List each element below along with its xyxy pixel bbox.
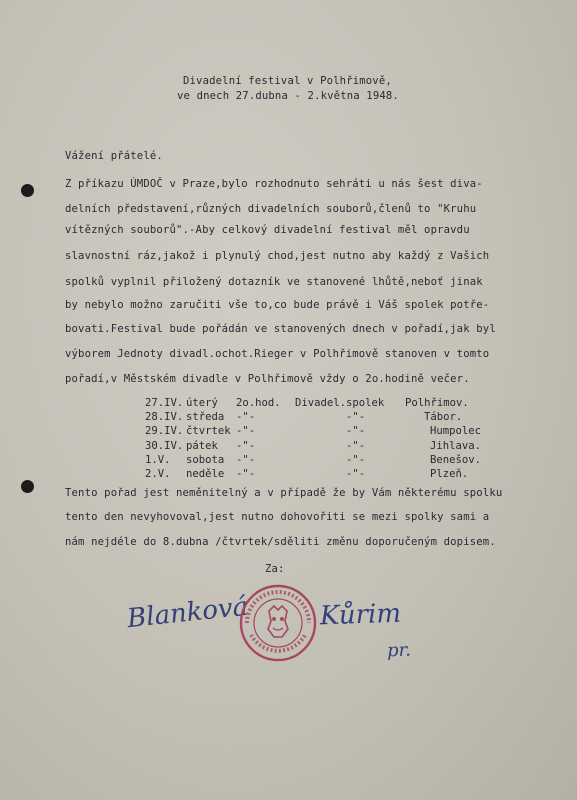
closing-line: Tento pořad jest neměnitelný a v případě že by Vám některému spolku xyxy=(65,487,503,499)
schedule-date: 28.IV. xyxy=(145,411,184,423)
schedule-place: Divadel.spolek xyxy=(295,397,385,409)
schedule-time: -"- xyxy=(236,411,256,423)
signature-right-suffix: pr. xyxy=(386,639,412,662)
schedule-time: -"- xyxy=(236,440,256,452)
header-line-1: Divadelní festival v Polhřimově, xyxy=(183,75,392,87)
signoff: Za: xyxy=(265,563,285,575)
punch-hole-bottom xyxy=(21,480,34,493)
body-line: slavnostní ráz,jakož i plynulý chod,jest nutno aby každý z Vašich xyxy=(65,250,490,262)
schedule-day: pátek xyxy=(186,440,218,452)
schedule-day: čtvrtek xyxy=(186,425,231,437)
schedule-date: 1.V. xyxy=(145,454,171,466)
body-line: delních představení,různých divadelních souborů,členů to "Kruhu xyxy=(65,203,477,215)
body-line: by nebylo možno zaručiti vše to,co bude právě i Váš spolek potře- xyxy=(65,299,490,311)
schedule-time: 2o.hod. xyxy=(236,397,281,409)
schedule-day: středa xyxy=(186,411,225,423)
closing-line: nám nejdéle do 8.dubna /čtvrtek/sděliti změnu doporučeným dopisem. xyxy=(65,536,496,548)
header-line-2: ve dnech 27.dubna - 2.května 1948. xyxy=(177,90,399,102)
signature-left: Blanková xyxy=(125,591,250,635)
schedule-place: -"- xyxy=(346,454,366,466)
closing-line: tento den nevyhovoval,jest nutno dohovořiti se mezi spolky sami a xyxy=(65,511,490,523)
body-line: bovati.Festival bude pořádán ve stanovených dnech v pořadí,jak byl xyxy=(65,323,496,335)
schedule-town: Plzeň. xyxy=(430,468,469,480)
schedule-day: sobota xyxy=(186,454,225,466)
greeting: Vážení přátelé. xyxy=(65,150,163,162)
schedule-day: neděle xyxy=(186,468,225,480)
body-line: výborem Jednoty divadl.ochot.Rieger v Polhřimově stanoven v tomto xyxy=(65,348,490,360)
schedule-place: -"- xyxy=(346,425,366,437)
body-line: vítězných souborů".-Aby celkový divadelní festival měl opravdu xyxy=(65,224,470,236)
schedule-town: Benešov. xyxy=(430,454,482,466)
body-line: Z příkazu ÚMDOČ v Praze,bylo rozhodnuto sehráti u nás šest diva- xyxy=(65,178,483,190)
body-line: pořadí,v Městském divadle v Polhřimově vždy o 2o.hodině večer. xyxy=(65,373,470,385)
schedule-date: 29.IV. xyxy=(145,425,184,437)
schedule-date: 30.IV. xyxy=(145,440,184,452)
schedule-time: -"- xyxy=(236,454,256,466)
schedule-place: -"- xyxy=(346,468,366,480)
schedule-town: Tábor. xyxy=(424,411,463,423)
stamp-seal xyxy=(238,583,318,663)
schedule-day: úterý xyxy=(186,397,218,409)
schedule-town: Polhřimov. xyxy=(405,397,469,409)
schedule-town: Humpolec xyxy=(430,425,482,437)
signature-right: Kůrim xyxy=(319,598,402,632)
schedule-date: 27.IV. xyxy=(145,397,184,409)
body-line: spolků vyplnil přiložený dotazník ve stanovené lhůtě,neboť jinak xyxy=(65,276,483,288)
schedule-place: -"- xyxy=(346,440,366,452)
schedule-date: 2.V. xyxy=(145,468,171,480)
schedule-time: -"- xyxy=(236,468,256,480)
schedule-town: Jihlava. xyxy=(430,440,482,452)
schedule-place: -"- xyxy=(346,411,366,423)
schedule-time: -"- xyxy=(236,425,256,437)
punch-hole-top xyxy=(21,184,34,197)
